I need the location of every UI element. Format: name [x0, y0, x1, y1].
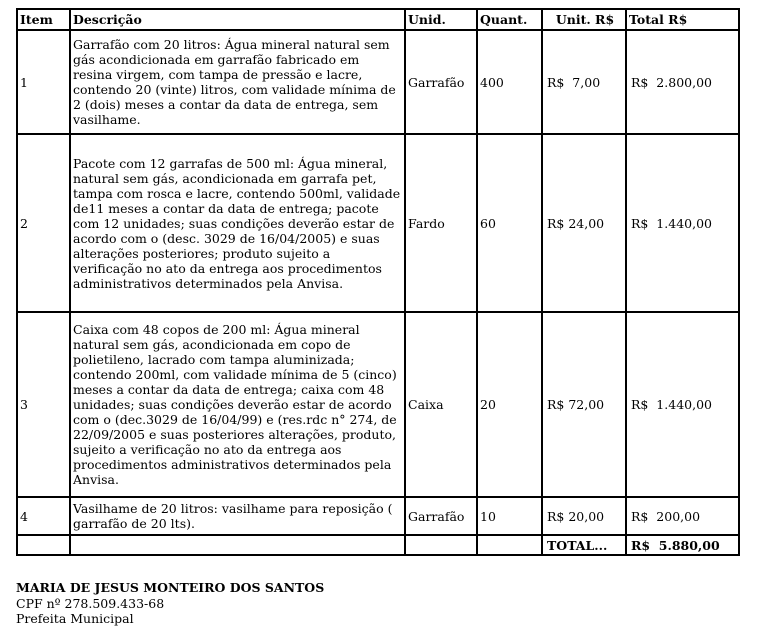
header-quant: Quant. — [477, 9, 542, 30]
cell-item: 4 — [17, 497, 70, 535]
table-row — [17, 134, 739, 312]
signer-name: MARIA DE JESUS MONTEIRO DOS SANTOS — [16, 580, 325, 595]
header-row — [17, 9, 739, 30]
total-row — [17, 535, 739, 555]
cell-total: R$ 200,00 — [626, 497, 739, 535]
cell-unit-price: R$ 20,00 — [542, 497, 626, 535]
signature-block — [16, 580, 324, 627]
items-table — [16, 8, 740, 556]
cell-unid: Caixa — [405, 312, 477, 497]
cell-descricao: Garrafão com 20 litros: Água mineral natural sem gás acondicionada em garrafão fabricado em resina virgem, com tampa de pressão e lacre, contendo 20 (vinte) litros, com validade mínima de 2 (dois) meses a contar da data de entrega, sem vasilhame. — [70, 30, 405, 134]
total-value: R$ 5.880,00 — [626, 535, 739, 555]
cell-total: R$ 1.440,00 — [626, 134, 739, 312]
cell-quant: 10 — [477, 497, 542, 535]
cell-quant: 20 — [477, 312, 542, 497]
signer-org: Prefeita Municipal — [16, 611, 134, 626]
cell-descricao: Caixa com 48 copos de 200 ml: Água mineral natural sem gás, acondicionada em copo de polietileno, lacrado com tampa aluminizada; contendo 200ml, com validade mínima de 5 (cinco) meses a contar da data de entrega; caixa com 48 unidades; suas condições deverão estar de acordo com o (dec.3029 de 16/04/99) e (res.rdc n° 274, de 22/09/2005 e suas posteriores alterações, produto, sujeito a verificação no ato da entrega aos procedimentos administrativos determinados pela Anvisa. — [70, 312, 405, 497]
cell-item: 2 — [17, 134, 70, 312]
total-empty-cell — [17, 535, 70, 555]
header-unit-price: Unit. R$ — [542, 9, 626, 30]
cell-unit-price: R$ 72,00 — [542, 312, 626, 497]
cell-unid: Fardo — [405, 134, 477, 312]
cell-total: R$ 2.800,00 — [626, 30, 739, 134]
cell-quant: 60 — [477, 134, 542, 312]
total-empty-cell — [477, 535, 542, 555]
table-row — [17, 30, 739, 134]
cell-total: R$ 1.440,00 — [626, 312, 739, 497]
total-empty-cell — [70, 535, 405, 555]
cell-item: 1 — [17, 30, 70, 134]
cell-quant: 400 — [477, 30, 542, 134]
cell-unid: Garrafão — [405, 497, 477, 535]
header-unid: Unid. — [405, 9, 477, 30]
cell-descricao: Vasilhame de 20 litros: vasilhame para reposição ( garrafão de 20 lts). — [70, 497, 405, 535]
cell-unit-price: R$ 24,00 — [542, 134, 626, 312]
header-total: Total R$ — [626, 9, 739, 30]
cell-unit-price: R$ 7,00 — [542, 30, 626, 134]
total-label: TOTAL... — [542, 535, 626, 555]
signer-cpf: CPF nº 278.509.433-68 — [16, 595, 165, 611]
header-item: Item — [17, 9, 70, 30]
table-row — [17, 497, 739, 535]
table-row — [17, 312, 739, 497]
header-descricao: Descrição — [70, 9, 405, 30]
cell-unid: Garrafão — [405, 30, 477, 134]
cell-item: 3 — [17, 312, 70, 497]
total-empty-cell — [405, 535, 477, 555]
cell-descricao: Pacote com 12 garrafas de 500 ml: Água mineral, natural sem gás, acondicionada em garrafa pet, tampa com rosca e lacre, contendo 500ml, validade de11 meses a contar da data de entrega; pacote com 12 unidades; suas condições deverão estar de acordo com o (desc. 3029 de 16/04/2005) e suas alterações posteriores; produto sujeito a verificação no ato da entrega aos procedimentos administrativos determinados pela Anvisa. — [70, 134, 405, 312]
